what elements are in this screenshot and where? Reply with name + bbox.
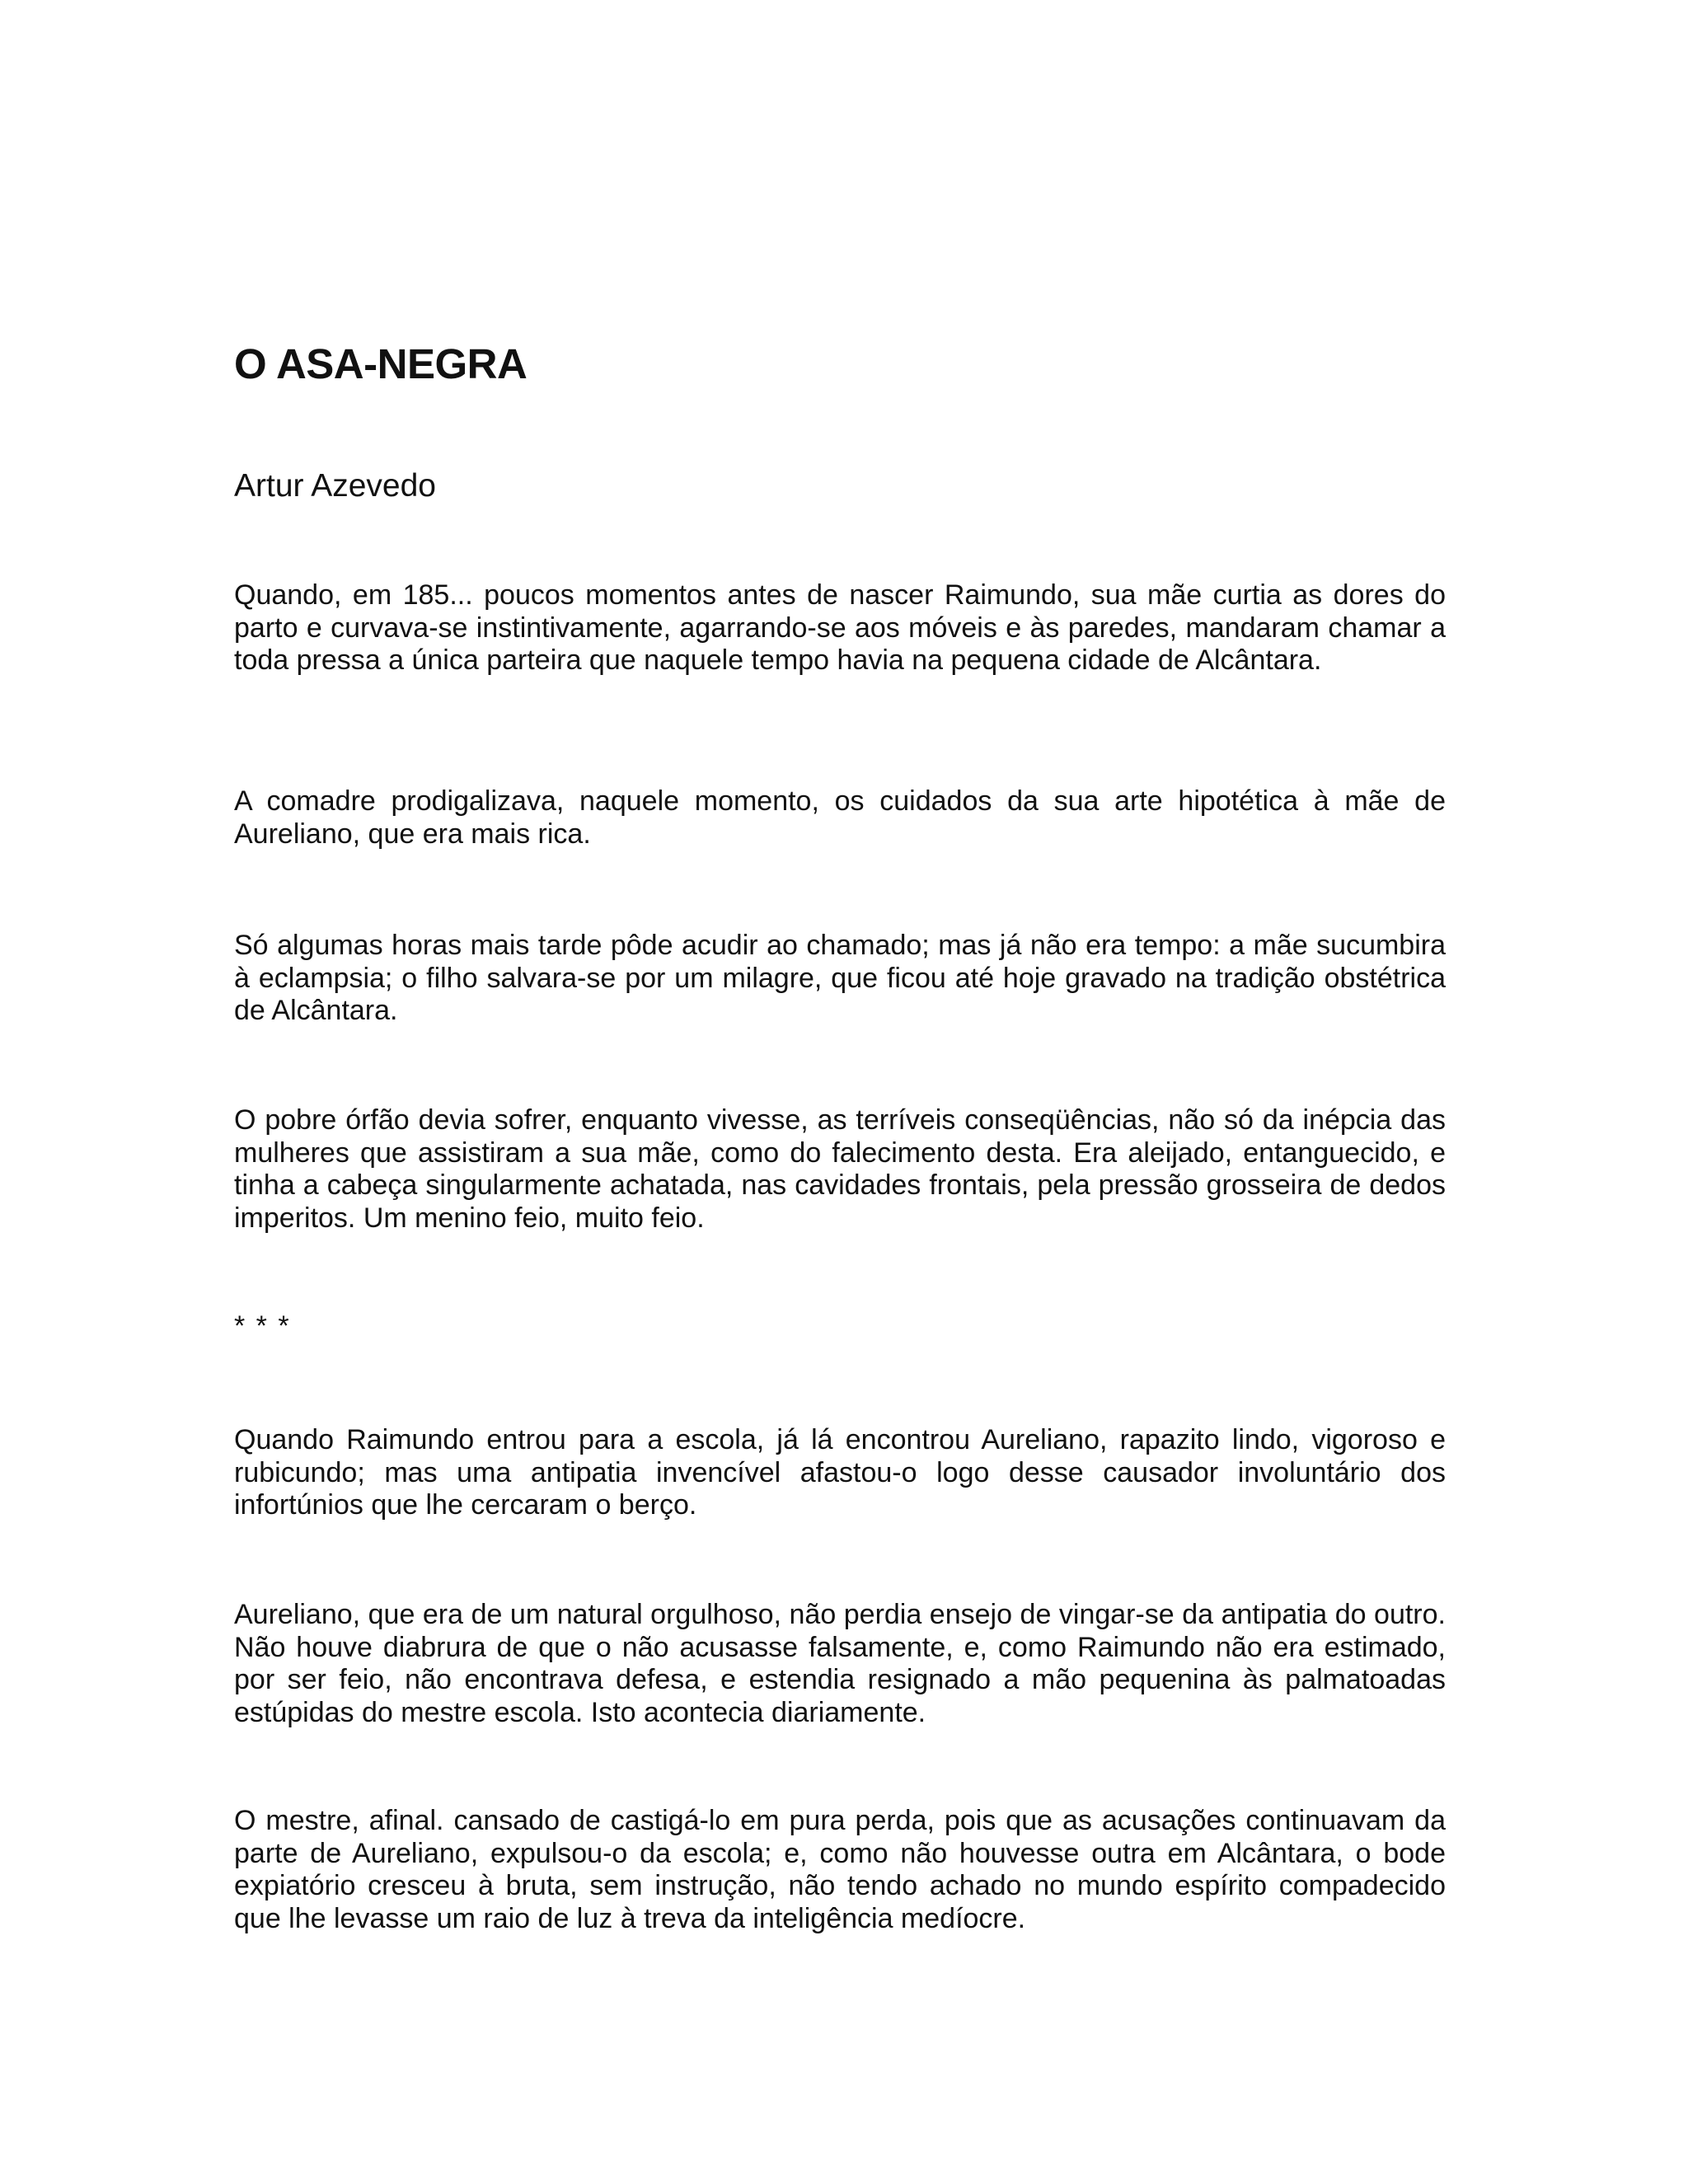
paragraph: O mestre, afinal. cansado de castigá-lo em pura perda, pois que as acusações continuavam da parte de Aureliano, expulsou-o da escola; e, como não houvesse outra em Alcântara, o bode expiatório cresceu à bruta, sem instrução, não tendo achado no mundo espírito compadecido que lhe levasse um raio de luz à treva da inteligência medíocre. [234, 1805, 1446, 1934]
section-separator: * * * [234, 1310, 291, 1342]
paragraph: Aureliano, que era de um natural orgulhoso, não perdia ensejo de vingar-se da antipatia do outro. Não houve diabrura de que o não acusasse falsamente, e, como Raimundo não era estimado, por ser feio, não encontrava defesa, e estendia resignado a mão pequenina às palmatoadas estúpidas do mestre escola. Isto acontecia diariamente. [234, 1599, 1446, 1728]
document-author: Artur Azevedo [234, 468, 436, 504]
paragraph: O pobre órfão devia sofrer, enquanto vivesse, as terríveis conseqüências, não só da inépcia das mulheres que assistiram a sua mãe, como do falecimento desta. Era aleijado, entanguecido, e tinha a cabeça singularmente achatada, nas cavidades frontais, pela pressão grosseira de dedos imperitos. Um menino feio, muito feio. [234, 1104, 1446, 1234]
paragraph: A comadre prodigalizava, naquele momento, os cuidados da sua arte hipotética à mãe de Aureliano, que era mais rica. [234, 785, 1446, 850]
paragraph: Quando Raimundo entrou para a escola, já lá encontrou Aureliano, rapazito lindo, vigoroso e rubicundo; mas uma antipatia invencível afastou-o logo desse causador involuntário dos infortúnios que lhe cercaram o berço. [234, 1424, 1446, 1521]
document-title: O ASA-NEGRA [234, 340, 528, 387]
paragraph: Só algumas horas mais tarde pôde acudir ao chamado; mas já não era tempo: a mãe sucumbira à eclampsia; o filho salvara-se por um milagre, que ficou até hoje gravado na tradição obstétrica de Alcântara. [234, 930, 1446, 1026]
paragraph: Quando, em 185... poucos momentos antes de nascer Raimundo, sua mãe curtia as dores do parto e curvava-se instintivamente, agarrando-se aos móveis e às paredes, mandaram chamar a toda pressa a única parteira que naquele tempo havia na pequena cidade de Alcântara. [234, 579, 1446, 676]
